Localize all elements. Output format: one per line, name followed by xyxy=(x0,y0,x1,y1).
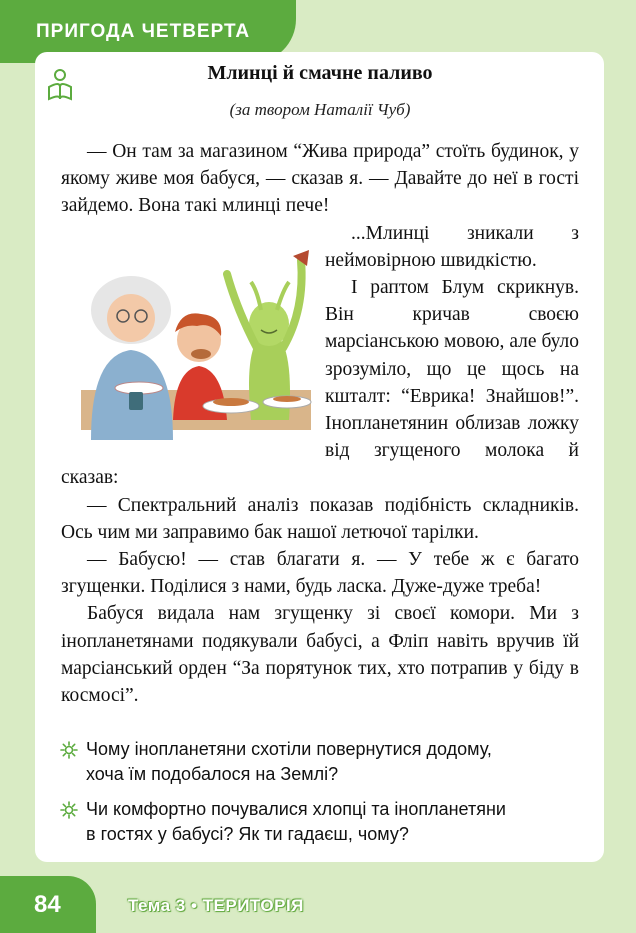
story-author: (за твором Наталії Чуб) xyxy=(229,100,411,119)
question-line: Чому інопланетяни схотіли повернутися додому, xyxy=(86,739,492,759)
footer-topic: Тема 3 • ТЕРИТОРІЯ xyxy=(128,896,304,915)
condensed-milk-jar-shape xyxy=(129,392,143,410)
question-item xyxy=(60,797,590,847)
chapter-label: ПРИГОДА ЧЕТВЕРТА xyxy=(36,21,251,42)
question-line: в гостях у бабусі? Як ти гадаєш, чому? xyxy=(86,824,409,844)
page-number: 84 xyxy=(34,891,61,918)
reading-icon xyxy=(45,68,75,102)
question-line: Чи комфортно почувалися хлопці та інопланетяни xyxy=(86,799,506,819)
paragraph: ...Млинці зникали з неймовірною швидкістю. xyxy=(325,222,579,271)
paragraph: — Спектральний аналіз показав подібність складників. Ось чим ми заправимо бак нашої летючої тарілки. xyxy=(61,494,579,543)
paragraph: І раптом Блум скрикнув. Він кричав своєю марсіанською мовою, але було зрозуміло, що це щось на кшталт: “Еврика! Знайшов!”. Інопланетянин облизав ложку від згущеного молока й сказав: xyxy=(61,277,579,489)
question-item xyxy=(60,737,590,787)
paragraph: Бабуся видала нам згущенку зі своєї комори. Ми з інопланетянами подякували бабусі, а Фліп навіть вручив їй марсіанський орден “За порятунок тих, хто потрапив у біду в космосі”. xyxy=(61,603,579,707)
grandma-face-shape xyxy=(107,294,155,342)
story-illustration xyxy=(61,220,319,450)
questions-list xyxy=(60,737,590,857)
story-text xyxy=(61,138,579,709)
paragraph: — Он там за магазином “Жива природа” стоїть будинок, у якому живе моя бабуся, — сказав я. — Давайте до неї в гості зайдемо. Вона такі млинці пече! xyxy=(61,141,579,217)
sun-bullet-icon xyxy=(60,741,78,759)
story-title: Млинці й смачне паливо xyxy=(207,62,433,84)
paragraph: — Бабусю! — став благати я. — У тебе ж є багато згущенки. Поділися з нами, будь ласка. Дуже-дуже треба! xyxy=(61,549,579,598)
sun-bullet-icon xyxy=(60,801,78,819)
question-line: хоча їм подобалося на Землі? xyxy=(86,764,339,784)
illustration-grandma-boy-alien xyxy=(61,220,319,450)
